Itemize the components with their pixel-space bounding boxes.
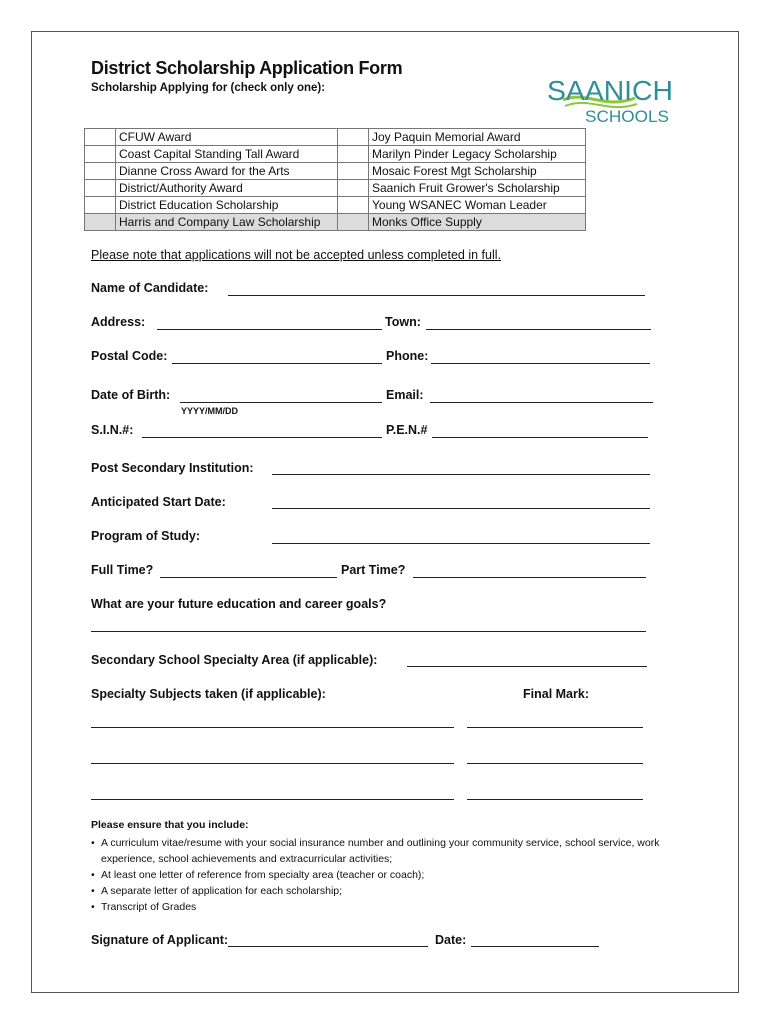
mark-line-1[interactable] — [467, 727, 643, 728]
award-checkbox-left[interactable] — [85, 180, 116, 197]
dob-label: Date of Birth: — [91, 388, 171, 402]
award-checkbox-right[interactable] — [338, 129, 369, 146]
program-input-line[interactable] — [272, 543, 650, 544]
award-name-right: Marilyn Pinder Legacy Scholarship — [369, 146, 586, 163]
start-date-input-line[interactable] — [272, 508, 650, 509]
signature-date-label: Date: — [435, 933, 467, 947]
award-name-right: Saanich Fruit Grower's Scholarship — [369, 180, 586, 197]
subject-line-1[interactable] — [91, 727, 454, 728]
logo-line1: SAANICH — [547, 75, 673, 106]
checklist-item: • At least one letter of reference from specialty area (teacher or coach); — [91, 867, 661, 883]
signature-label: Signature of Applicant: — [91, 933, 229, 947]
checklist — [91, 835, 661, 915]
specialty-area-label: Secondary School Specialty Area (if applicable): — [91, 653, 378, 667]
checklist-item: • A separate letter of application for each scholarship; — [91, 883, 661, 899]
specialty-area-input-line[interactable] — [407, 666, 647, 667]
part-time-label: Part Time? — [341, 563, 406, 577]
award-checkbox-right[interactable] — [338, 214, 369, 231]
full-time-input-line[interactable] — [160, 577, 337, 578]
goals-label: What are your future education and career goals? — [91, 597, 387, 611]
specialty-subjects-label: Specialty Subjects taken (if applicable): — [91, 687, 326, 701]
signature-input-line[interactable] — [228, 946, 428, 947]
award-row — [85, 146, 586, 163]
award-name-left: Harris and Company Law Scholarship — [116, 214, 338, 231]
sin-label: S.I.N.#: — [91, 423, 134, 437]
award-checkbox-right[interactable] — [338, 197, 369, 214]
award-checkbox-right[interactable] — [338, 163, 369, 180]
award-row — [85, 163, 586, 180]
award-checkbox-left[interactable] — [85, 163, 116, 180]
award-checkbox-left[interactable] — [85, 129, 116, 146]
award-name-right: Young WSANEC Woman Leader — [369, 197, 586, 214]
email-input-line[interactable] — [430, 402, 653, 403]
form-title: District Scholarship Application Form — [91, 58, 403, 78]
scholarship-table — [84, 128, 586, 231]
award-row — [85, 214, 586, 231]
mark-line-2[interactable] — [467, 763, 643, 764]
award-checkbox-left[interactable] — [85, 197, 116, 214]
town-label: Town: — [385, 315, 421, 329]
address-input-line[interactable] — [157, 329, 382, 330]
award-name-right: Joy Paquin Memorial Award — [369, 129, 586, 146]
part-time-input-line[interactable] — [413, 577, 646, 578]
award-checkbox-left[interactable] — [85, 146, 116, 163]
final-mark-label: Final Mark: — [523, 687, 589, 701]
checklist-item: • A curriculum vitae/resume with your social insurance number and outlining your community service, school service, work experience, school achievements and extracurricular activities; — [91, 835, 661, 867]
dob-format-hint: YYYY/MM/DD — [181, 406, 239, 416]
postal-code-input-line[interactable] — [172, 363, 382, 364]
full-time-label: Full Time? — [91, 563, 154, 577]
form-subtitle: Scholarship Applying for (check only one): — [91, 82, 326, 94]
award-row — [85, 197, 586, 214]
award-name-left: District Education Scholarship — [116, 197, 338, 214]
award-row — [85, 129, 586, 146]
award-name-right: Monks Office Supply — [369, 214, 586, 231]
award-checkbox-right[interactable] — [338, 146, 369, 163]
award-name-left: Dianne Cross Award for the Arts — [116, 163, 338, 180]
goals-input-line[interactable] — [91, 631, 646, 632]
signature-date-input-line[interactable] — [471, 946, 599, 947]
mark-line-3[interactable] — [467, 799, 643, 800]
award-checkbox-left[interactable] — [85, 214, 116, 231]
award-name-left: Coast Capital Standing Tall Award — [116, 146, 338, 163]
phone-input-line[interactable] — [431, 363, 650, 364]
completion-notice: Please note that applications will not be accepted unless completed in full. — [91, 248, 501, 262]
award-row — [85, 180, 586, 197]
institution-label: Post Secondary Institution: — [91, 461, 254, 475]
name-input-line[interactable] — [228, 295, 645, 296]
postal-code-label: Postal Code: — [91, 349, 168, 363]
phone-label: Phone: — [386, 349, 429, 363]
dob-input-line[interactable] — [180, 402, 382, 403]
program-label: Program of Study: — [91, 529, 201, 543]
name-label: Name of Candidate: — [91, 281, 209, 295]
award-name-right: Mosaic Forest Mgt Scholarship — [369, 163, 586, 180]
award-name-left: CFUW Award — [116, 129, 338, 146]
award-name-left: District/Authority Award — [116, 180, 338, 197]
subject-line-3[interactable] — [91, 799, 454, 800]
start-date-label: Anticipated Start Date: — [91, 495, 226, 509]
logo-line2: SCHOOLS — [585, 107, 669, 126]
town-input-line[interactable] — [426, 329, 651, 330]
checklist-item: • Transcript of Grades — [91, 899, 661, 915]
sin-input-line[interactable] — [142, 437, 382, 438]
institution-input-line[interactable] — [272, 474, 650, 475]
saanich-schools-logo — [545, 70, 675, 130]
address-label: Address: — [91, 315, 146, 329]
pen-label: P.E.N.# — [386, 423, 428, 437]
email-label: Email: — [386, 388, 424, 402]
checklist-heading: Please ensure that you include: — [91, 819, 249, 831]
pen-input-line[interactable] — [432, 437, 648, 438]
award-checkbox-right[interactable] — [338, 180, 369, 197]
subject-line-2[interactable] — [91, 763, 454, 764]
